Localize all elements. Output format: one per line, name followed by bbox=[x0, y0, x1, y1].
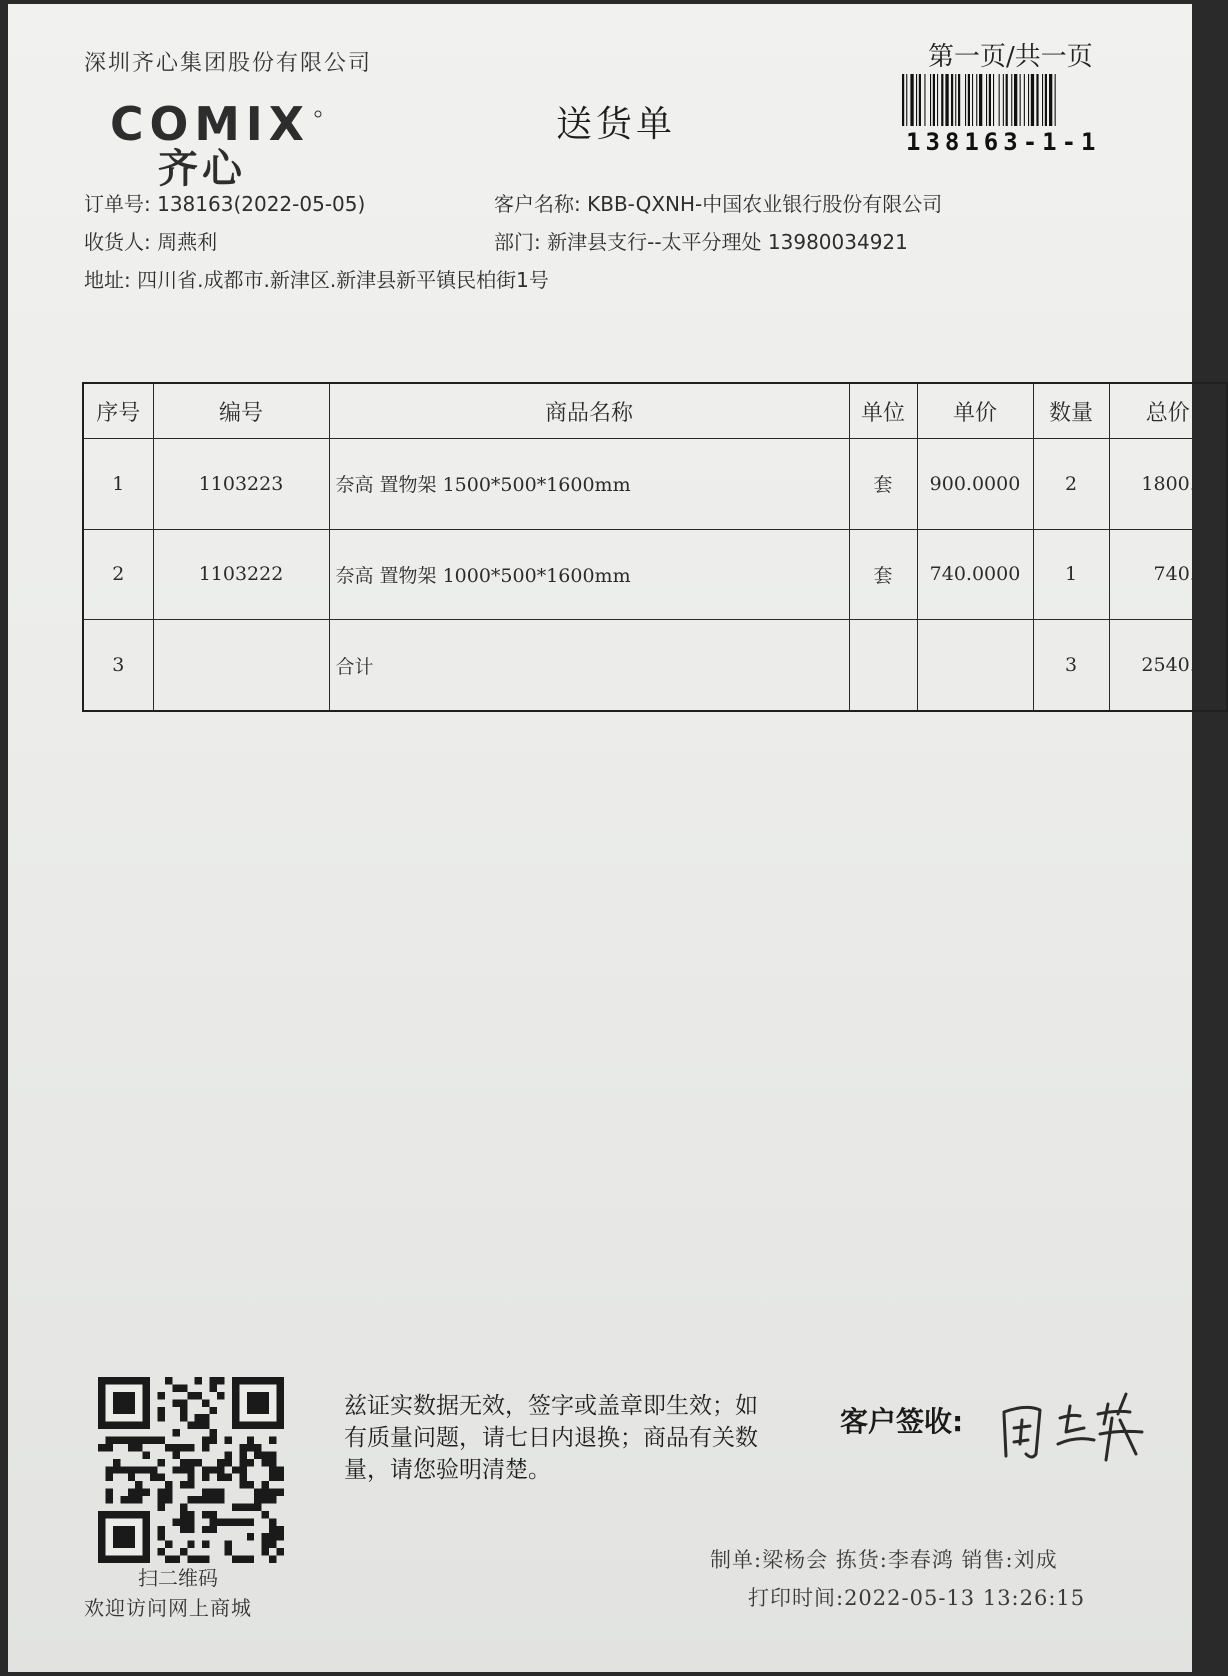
department-field bbox=[494, 226, 908, 255]
cell-total: 2540.00 bbox=[1109, 620, 1227, 711]
address-value: 四川省.成都市.新津区.新津县新平镇民柏街1号 bbox=[137, 268, 549, 292]
print-time: 打印时间:2022-05-13 13:26:15 bbox=[748, 1586, 1086, 1610]
cell-code bbox=[153, 620, 329, 711]
address-field bbox=[84, 264, 549, 293]
cell-code: 1103222 bbox=[153, 529, 329, 620]
svg-text:COMIX: COMIX bbox=[110, 97, 310, 151]
column-header: 商品名称 bbox=[329, 383, 849, 439]
customer-value: KBB-QXNH-中国农业银行股份有限公司 bbox=[587, 192, 943, 216]
qr-caption-shop: 欢迎访问网上商城 bbox=[84, 1596, 252, 1620]
column-header: 总价 bbox=[1109, 383, 1227, 439]
order-number-value: 138163(2022-05-05) bbox=[157, 192, 366, 216]
address-label: 地址: bbox=[84, 268, 131, 292]
column-header: 单位 bbox=[849, 383, 917, 439]
makers-line: 制单:梁杨会 拣货:李春鸿 销售:刘成 bbox=[710, 1548, 1058, 1572]
cell-unit bbox=[849, 620, 917, 711]
cell-price bbox=[917, 620, 1033, 711]
table-row-summary bbox=[83, 620, 1227, 711]
customer-sign-label: 客户签收: bbox=[840, 1405, 964, 1438]
table-row bbox=[83, 529, 1227, 620]
table-header-row bbox=[83, 383, 1227, 439]
cell-name: 合计 bbox=[329, 620, 849, 711]
cell-code: 1103223 bbox=[153, 439, 329, 530]
department-label: 部门: bbox=[494, 230, 541, 254]
receiver-value: 周燕利 bbox=[157, 230, 218, 254]
cell-unit: 套 bbox=[849, 439, 917, 530]
cell-seq: 2 bbox=[83, 529, 153, 620]
cell-qty: 1 bbox=[1033, 529, 1109, 620]
department-value: 新津县支行--太平分理处 13980034921 bbox=[547, 230, 908, 254]
cell-unit: 套 bbox=[849, 529, 917, 620]
customer-field bbox=[494, 188, 942, 217]
customer-label: 客户名称: bbox=[494, 192, 581, 216]
comix-logo bbox=[106, 96, 336, 192]
svg-text:齐心: 齐心 bbox=[158, 146, 246, 192]
order-number-label: 订单号: bbox=[84, 192, 151, 216]
document-title: 送货单 bbox=[556, 104, 677, 145]
table-row bbox=[83, 439, 1227, 530]
page-indicator: 第一页/共一页 bbox=[928, 42, 1093, 72]
cell-qty: 2 bbox=[1033, 439, 1109, 530]
cell-total: 740.00 bbox=[1109, 529, 1227, 620]
cell-seq: 1 bbox=[83, 439, 153, 530]
column-header: 序号 bbox=[83, 383, 153, 439]
items-table bbox=[82, 382, 1228, 712]
receiver-label: 收货人: bbox=[84, 230, 151, 254]
cell-name: 奈高 置物架 1500*500*1600mm bbox=[329, 439, 849, 530]
column-header: 编号 bbox=[153, 383, 329, 439]
delivery-note-paper bbox=[8, 4, 1220, 1672]
barcode-number: 138163-1-1 bbox=[906, 128, 1101, 156]
barcode bbox=[902, 74, 1120, 126]
cell-price: 900.0000 bbox=[917, 439, 1033, 530]
cell-seq: 3 bbox=[83, 620, 153, 711]
notice-text: 兹证实数据无效，签字或盖章即生效；如有质量问题，请七日内退换；商品有关数量，请您验明清楚。 bbox=[344, 1393, 758, 1483]
qr-caption: 扫二维码 bbox=[138, 1566, 218, 1590]
column-header: 数量 bbox=[1033, 383, 1109, 439]
column-header: 单价 bbox=[917, 383, 1033, 439]
order-number-field bbox=[84, 188, 365, 217]
customer-signature bbox=[996, 1384, 1166, 1466]
qr-code bbox=[98, 1377, 284, 1563]
cell-name: 奈高 置物架 1000*500*1600mm bbox=[329, 529, 849, 620]
receiver-field bbox=[84, 226, 217, 255]
company-name: 深圳齐心集团股份有限公司 bbox=[84, 51, 373, 76]
cell-total: 1800.00 bbox=[1109, 439, 1227, 530]
cell-qty: 3 bbox=[1033, 620, 1109, 711]
cell-price: 740.0000 bbox=[917, 529, 1033, 620]
